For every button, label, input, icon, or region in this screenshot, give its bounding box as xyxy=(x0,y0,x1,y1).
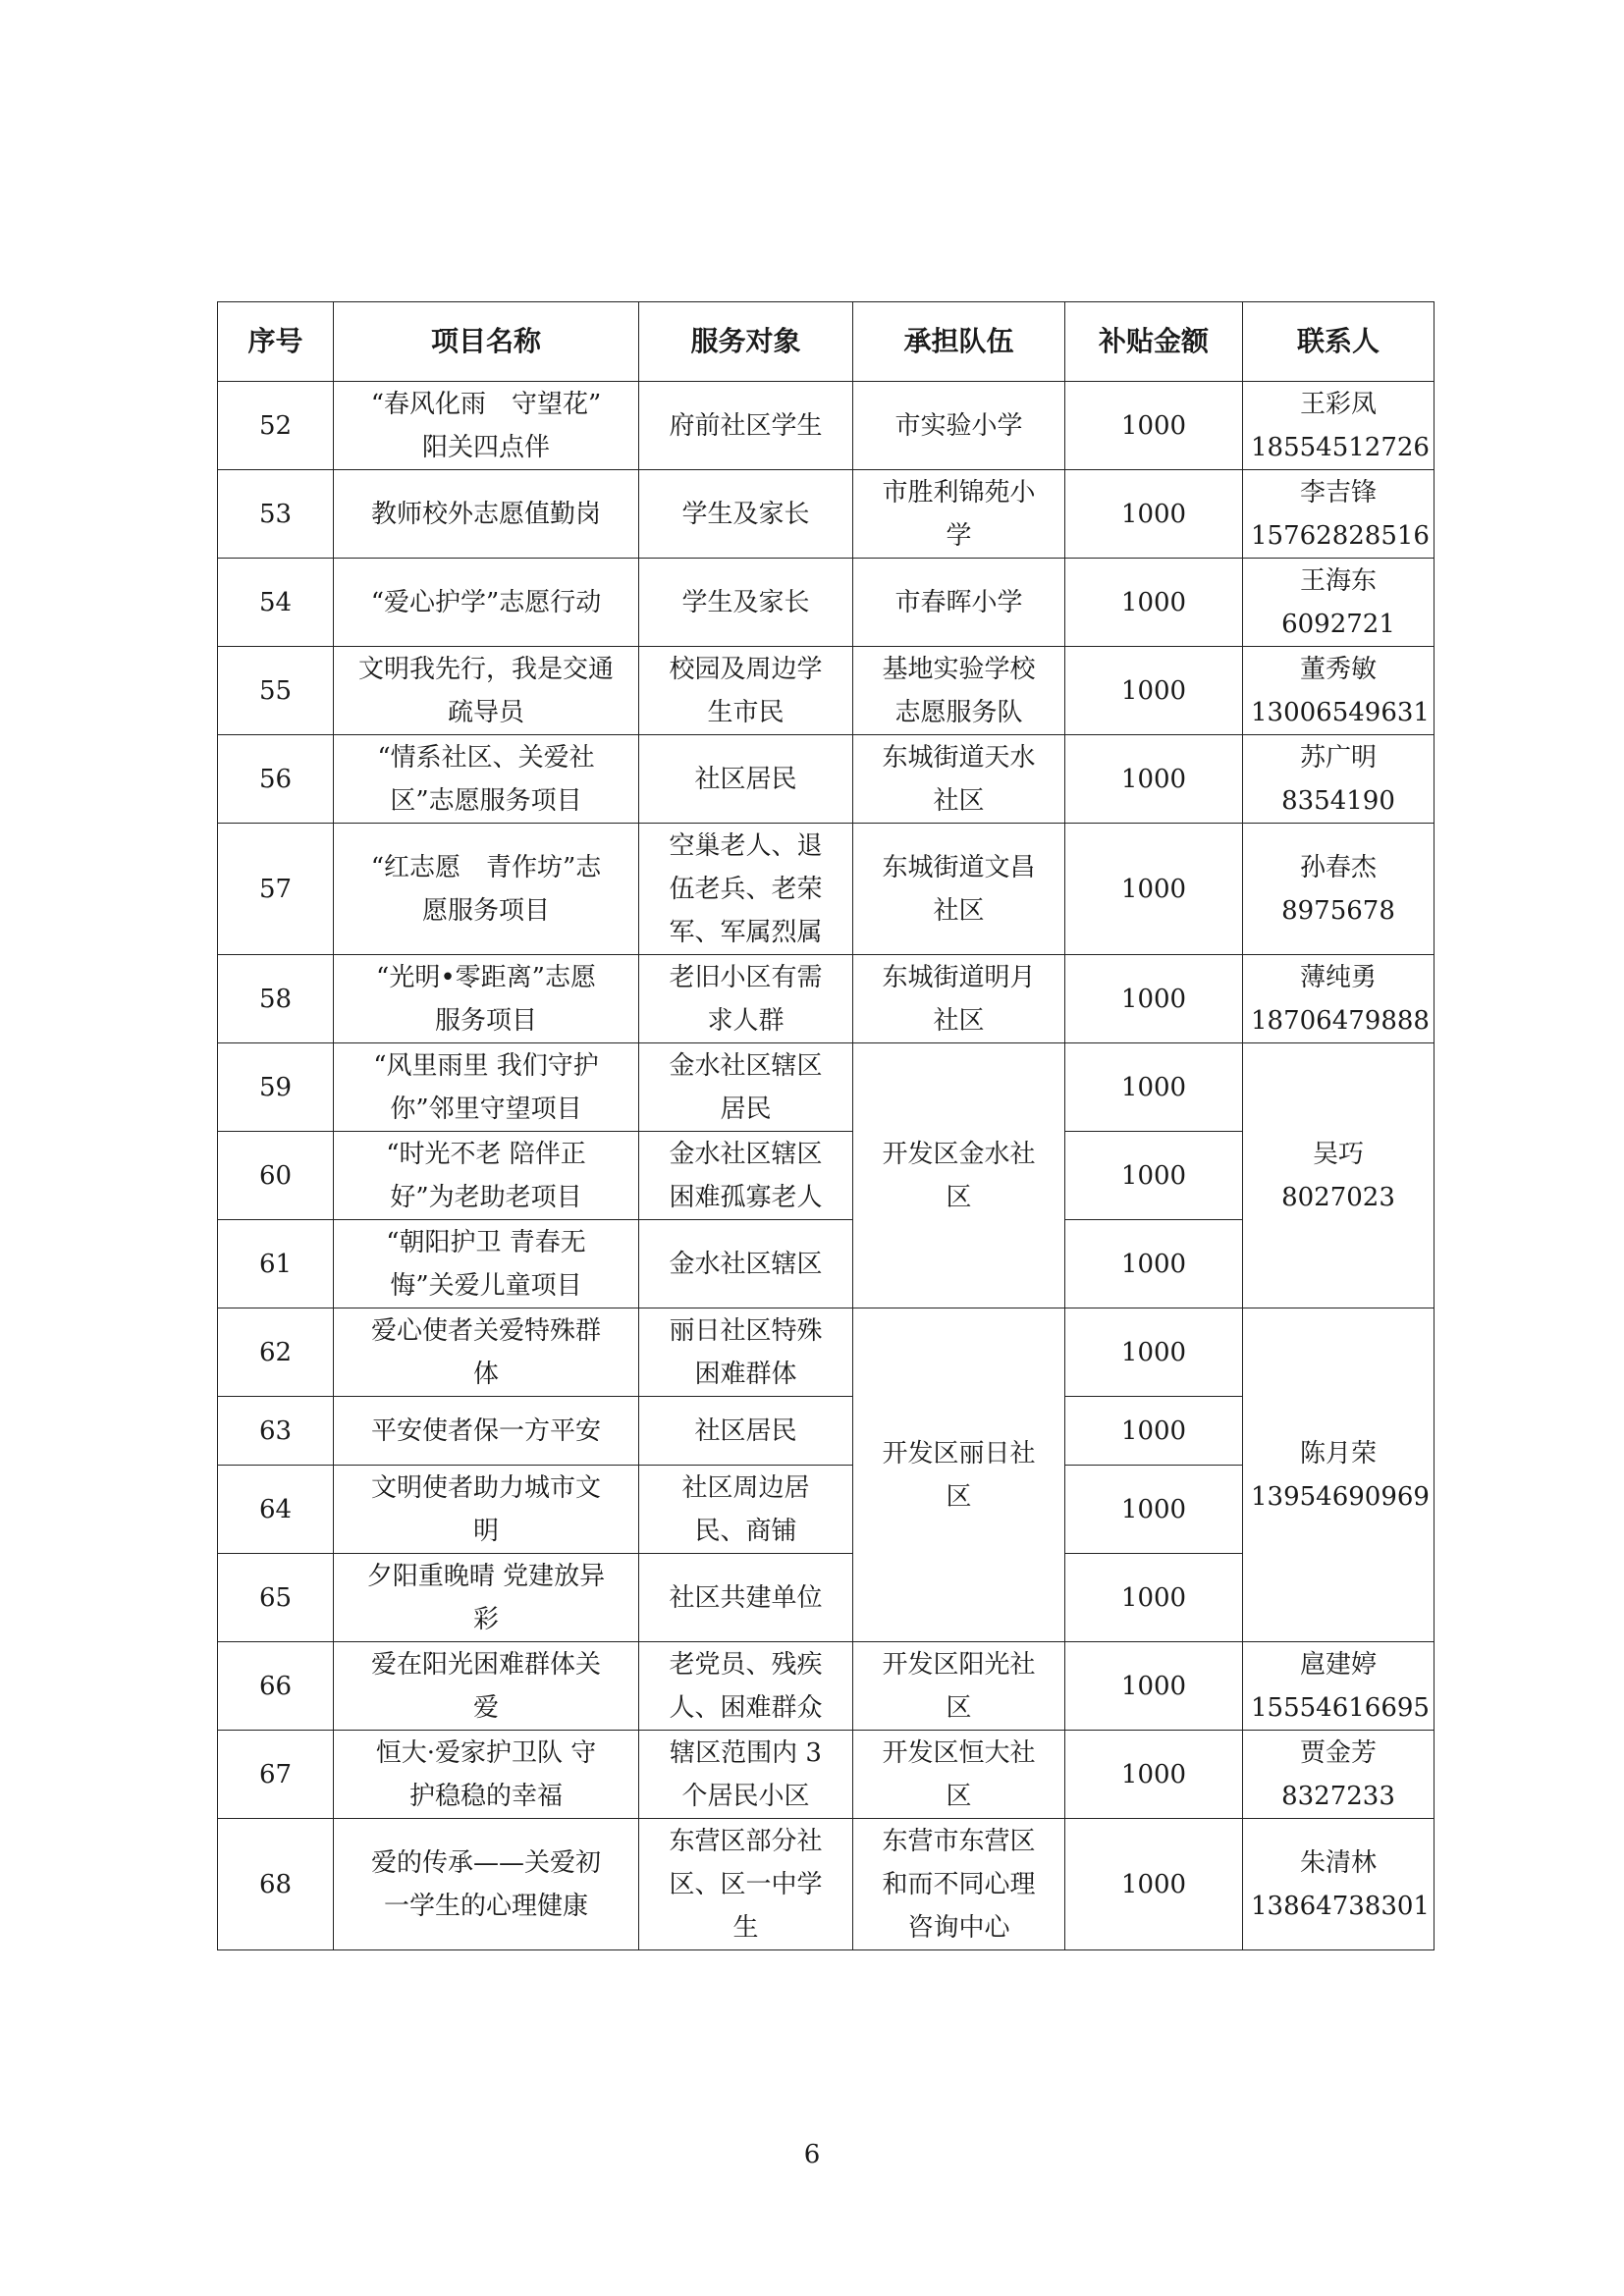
subsidy-amount: 1000 xyxy=(1065,1132,1243,1220)
service-target xyxy=(639,470,853,559)
contact xyxy=(1243,470,1435,559)
contact xyxy=(1243,647,1435,735)
project-name-line: 悔”关爱儿童项目 xyxy=(390,1270,582,1301)
table-row xyxy=(218,382,1435,470)
subsidy-amount: 1000 xyxy=(1065,1731,1243,1819)
service-target-line: 府前社区学生 xyxy=(669,410,823,441)
project-name xyxy=(334,470,639,559)
subsidy-amount: 1000 xyxy=(1065,559,1243,647)
service-target-line: 军、军属烈属 xyxy=(669,917,823,947)
table-row xyxy=(218,559,1435,647)
contact xyxy=(1243,735,1435,824)
service-target-line: 困难孤寡老人 xyxy=(669,1182,823,1212)
contact-line: 陈月荣 xyxy=(1299,1438,1377,1468)
project-name-line: 爱在阳光困难群体关 xyxy=(370,1649,601,1680)
team-line: 社区 xyxy=(933,785,985,816)
team xyxy=(853,1819,1065,1950)
subsidy-amount: 1000 xyxy=(1065,1397,1243,1466)
project-name xyxy=(334,735,639,824)
row-number: 57 xyxy=(218,824,334,955)
service-target-line: 困难群体 xyxy=(694,1359,797,1389)
project-name xyxy=(334,1731,639,1819)
team-line: 学 xyxy=(946,520,972,551)
team-merged xyxy=(853,1308,1065,1642)
row-number: 60 xyxy=(218,1132,334,1220)
row-number: 53 xyxy=(218,470,334,559)
team xyxy=(853,1731,1065,1819)
service-target-line: 空巢老人、退 xyxy=(669,830,823,861)
table-row xyxy=(218,824,1435,955)
contact-line: 15554616695 xyxy=(1251,1692,1430,1723)
subsidy-amount: 1000 xyxy=(1065,1554,1243,1642)
team-line: 开发区丽日社 xyxy=(882,1438,1036,1468)
contact-line: 贾金芳 xyxy=(1299,1737,1377,1768)
service-target xyxy=(639,1731,853,1819)
contact xyxy=(1243,1642,1435,1731)
project-name xyxy=(334,1132,639,1220)
team-line: 和而不同心理 xyxy=(882,1869,1036,1899)
team-line: 咨询中心 xyxy=(907,1912,1010,1943)
project-name-line: “红志愿 青作坊”志 xyxy=(370,852,602,882)
service-target-line: 社区居民 xyxy=(694,764,797,794)
contact-line: 13954690969 xyxy=(1251,1481,1430,1512)
row-number: 54 xyxy=(218,559,334,647)
subsidy-amount: 1000 xyxy=(1065,1466,1243,1554)
team-line: 区 xyxy=(946,1692,972,1723)
table-row xyxy=(218,735,1435,824)
team xyxy=(853,559,1065,647)
contact-line: 18554512726 xyxy=(1251,432,1430,462)
table-row xyxy=(218,1642,1435,1731)
project-name xyxy=(334,382,639,470)
team xyxy=(853,382,1065,470)
contact xyxy=(1243,559,1435,647)
service-target-line: 金水社区辖区 xyxy=(669,1050,823,1081)
service-target-line: 社区共建单位 xyxy=(669,1582,823,1613)
project-name xyxy=(334,1043,639,1132)
header-amount: 补贴金额 xyxy=(1065,302,1243,382)
project-name-line: “朝阳护卫 青春无 xyxy=(386,1227,586,1257)
row-number: 59 xyxy=(218,1043,334,1132)
project-name-line: “时光不老 陪伴正 xyxy=(386,1139,586,1169)
service-target-line: 辖区范围内 3 xyxy=(670,1737,822,1768)
subsidy-amount: 1000 xyxy=(1065,1642,1243,1731)
service-target-line: 老旧小区有需 xyxy=(669,962,823,992)
team-line: 市春晖小学 xyxy=(894,587,1023,617)
row-number: 52 xyxy=(218,382,334,470)
service-target-line: 金水社区辖区 xyxy=(669,1139,823,1169)
service-target-line: 社区居民 xyxy=(694,1415,797,1446)
project-name-line: 疏导员 xyxy=(447,697,524,727)
service-target-line: 东营区部分社 xyxy=(669,1826,823,1856)
contact-merged xyxy=(1243,1308,1435,1642)
contact-line: 李吉锋 xyxy=(1299,477,1377,507)
project-name-line: 护稳稳的幸福 xyxy=(408,1781,563,1811)
project-name-line: 爱的传承——关爱初 xyxy=(370,1847,601,1878)
row-number: 64 xyxy=(218,1466,334,1554)
row-number: 63 xyxy=(218,1397,334,1466)
subsidy-amount: 1000 xyxy=(1065,382,1243,470)
contact-line: 苏广明 xyxy=(1299,742,1377,773)
row-number: 67 xyxy=(218,1731,334,1819)
project-name xyxy=(334,1220,639,1308)
contact-line: 8354190 xyxy=(1281,785,1395,816)
team-line: 基地实验学校 xyxy=(882,654,1036,684)
table-body xyxy=(218,382,1435,1950)
project-name-line: 平安使者保一方平安 xyxy=(370,1415,601,1446)
project-name-line: 阳关四点伴 xyxy=(421,432,550,462)
team xyxy=(853,470,1065,559)
table-row xyxy=(218,1731,1435,1819)
contact-line: 13006549631 xyxy=(1251,697,1430,727)
service-target xyxy=(639,1819,853,1950)
team-line: 东城街道天水 xyxy=(882,742,1036,773)
contact-line: 薄纯勇 xyxy=(1299,962,1377,992)
service-target xyxy=(639,1043,853,1132)
team-line: 开发区恒大社 xyxy=(882,1737,1036,1768)
header-name: 项目名称 xyxy=(334,302,639,382)
service-target xyxy=(639,1554,853,1642)
contact xyxy=(1243,1731,1435,1819)
project-name-line: 愿服务项目 xyxy=(421,895,550,926)
team-merged xyxy=(853,1043,1065,1308)
contact xyxy=(1243,382,1435,470)
project-name-line: 区”志愿服务项目 xyxy=(390,785,582,816)
service-target-line: 民、商铺 xyxy=(694,1516,797,1546)
team-line: 开发区金水社 xyxy=(882,1139,1036,1169)
row-number: 65 xyxy=(218,1554,334,1642)
project-name-line: 一学生的心理健康 xyxy=(383,1891,588,1921)
service-target-line: 伍老兵、老荣 xyxy=(669,874,823,904)
project-name-line: 恒大·爱家护卫队 守 xyxy=(375,1737,597,1768)
service-target xyxy=(639,824,853,955)
project-name-line: “光明•零距离”志愿 xyxy=(376,962,596,992)
project-name xyxy=(334,559,639,647)
team xyxy=(853,647,1065,735)
service-target-line: 生市民 xyxy=(707,697,785,727)
team-line: 区 xyxy=(946,1481,972,1512)
project-name-line: 教师校外志愿值勤岗 xyxy=(370,499,601,529)
service-target xyxy=(639,647,853,735)
contact-line: 8327233 xyxy=(1281,1781,1395,1811)
contact-line: 18706479888 xyxy=(1251,1005,1430,1036)
page-number: 6 xyxy=(803,2140,821,2169)
row-number: 68 xyxy=(218,1819,334,1950)
table-row xyxy=(218,1819,1435,1950)
project-name xyxy=(334,1819,639,1950)
subsidy-amount: 1000 xyxy=(1065,735,1243,824)
project-name xyxy=(334,824,639,955)
team-line: 社区 xyxy=(933,1005,985,1036)
team-line: 社区 xyxy=(933,895,985,926)
service-target xyxy=(639,382,853,470)
service-target-line: 老党员、残疾 xyxy=(669,1649,823,1680)
team xyxy=(853,824,1065,955)
project-name xyxy=(334,1466,639,1554)
team-line: 区 xyxy=(946,1182,972,1212)
contact-line: 王彩凤 xyxy=(1299,389,1377,419)
project-name-line: 文明我先行，我是交通 xyxy=(357,654,614,684)
contact-line: 8027023 xyxy=(1281,1182,1395,1212)
project-name xyxy=(334,1308,639,1397)
project-name-line: “风里雨里 我们守护 xyxy=(373,1050,599,1081)
team xyxy=(853,955,1065,1043)
service-target-line: 金水社区辖区 xyxy=(669,1249,823,1279)
table-row xyxy=(218,647,1435,735)
subsidy-amount: 1000 xyxy=(1065,647,1243,735)
service-target xyxy=(639,735,853,824)
service-target-line: 求人群 xyxy=(707,1005,785,1036)
service-target xyxy=(639,1132,853,1220)
service-target-line: 人、困难群众 xyxy=(669,1692,823,1723)
project-name-line: “爱心护学”志愿行动 xyxy=(370,587,602,617)
contact-line: 8975678 xyxy=(1281,895,1395,926)
team-line: 市实验小学 xyxy=(894,410,1023,441)
table-row xyxy=(218,1043,1435,1132)
service-target-line: 学生及家长 xyxy=(681,499,810,529)
contact-line: 孙春杰 xyxy=(1299,852,1377,882)
header-contact: 联系人 xyxy=(1243,302,1435,382)
table-header-row xyxy=(218,302,1435,382)
team-line: 东城街道文昌 xyxy=(882,852,1036,882)
project-name xyxy=(334,955,639,1043)
row-number: 62 xyxy=(218,1308,334,1397)
service-target xyxy=(639,955,853,1043)
project-name xyxy=(334,647,639,735)
project-table xyxy=(217,301,1435,1950)
team-line: 志愿服务队 xyxy=(894,697,1023,727)
row-number: 66 xyxy=(218,1642,334,1731)
project-name-line: 服务项目 xyxy=(434,1005,537,1036)
subsidy-amount: 1000 xyxy=(1065,1220,1243,1308)
project-name-line: 爱 xyxy=(472,1692,499,1723)
project-name-line: “情系社区、关爱社 xyxy=(377,742,595,773)
team-line: 开发区阳光社 xyxy=(882,1649,1036,1680)
header-no: 序号 xyxy=(218,302,334,382)
contact xyxy=(1243,1819,1435,1950)
contact-line: 朱清林 xyxy=(1299,1847,1377,1878)
table-row xyxy=(218,470,1435,559)
contact-line: 吴巧 xyxy=(1312,1139,1364,1169)
contact-merged xyxy=(1243,1043,1435,1308)
project-name-line: 文明使者助力城市文 xyxy=(370,1472,601,1503)
team-line: 市胜利锦苑小 xyxy=(882,477,1036,507)
subsidy-amount: 1000 xyxy=(1065,470,1243,559)
contact-line: 15762828516 xyxy=(1251,520,1430,551)
team xyxy=(853,1642,1065,1731)
service-target xyxy=(639,1466,853,1554)
service-target xyxy=(639,1308,853,1397)
row-number: 56 xyxy=(218,735,334,824)
service-target-line: 丽日社区特殊 xyxy=(669,1315,823,1346)
project-name-line: 好”为老助老项目 xyxy=(390,1182,582,1212)
project-name-line: 体 xyxy=(472,1359,499,1389)
subsidy-amount: 1000 xyxy=(1065,955,1243,1043)
service-target-line: 居民 xyxy=(720,1094,772,1124)
subsidy-amount: 1000 xyxy=(1065,1043,1243,1132)
project-name xyxy=(334,1642,639,1731)
subsidy-amount: 1000 xyxy=(1065,1308,1243,1397)
service-target-line: 社区周边居 xyxy=(681,1472,810,1503)
project-name-line: 爱心使者关爱特殊群 xyxy=(370,1315,601,1346)
team xyxy=(853,735,1065,824)
row-number: 55 xyxy=(218,647,334,735)
table-row xyxy=(218,955,1435,1043)
service-target xyxy=(639,559,853,647)
table-row xyxy=(218,1308,1435,1397)
subsidy-amount: 1000 xyxy=(1065,1819,1243,1950)
project-name-line: “春风化雨 守望花” xyxy=(370,389,602,419)
row-number: 58 xyxy=(218,955,334,1043)
service-target-line: 区、区一中学 xyxy=(669,1869,823,1899)
service-target xyxy=(639,1642,853,1731)
service-target-line: 校园及周边学 xyxy=(669,654,823,684)
project-name-line: 夕阳重晚晴 党建放异 xyxy=(366,1561,606,1591)
contact xyxy=(1243,955,1435,1043)
contact-line: 6092721 xyxy=(1281,609,1395,639)
header-team: 承担队伍 xyxy=(853,302,1065,382)
team-line: 区 xyxy=(946,1781,972,1811)
contact-line: 董秀敏 xyxy=(1299,654,1377,684)
service-target-line: 生 xyxy=(732,1912,759,1943)
team-line: 东城街道明月 xyxy=(882,962,1036,992)
project-name xyxy=(334,1554,639,1642)
contact-line: 13864738301 xyxy=(1251,1891,1430,1921)
service-target xyxy=(639,1220,853,1308)
project-name-line: 彩 xyxy=(472,1604,499,1634)
header-target: 服务对象 xyxy=(639,302,853,382)
contact-line: 扈建婷 xyxy=(1299,1649,1377,1680)
subsidy-amount: 1000 xyxy=(1065,824,1243,955)
service-target xyxy=(639,1397,853,1466)
row-number: 61 xyxy=(218,1220,334,1308)
project-name-line: 明 xyxy=(472,1516,499,1546)
team-line: 东营市东营区 xyxy=(882,1826,1036,1856)
contact-line: 王海东 xyxy=(1299,565,1377,596)
project-name-line: 你”邻里守望项目 xyxy=(390,1094,582,1124)
project-name xyxy=(334,1397,639,1466)
contact xyxy=(1243,824,1435,955)
service-target-line: 学生及家长 xyxy=(681,587,810,617)
service-target-line: 个居民小区 xyxy=(681,1781,810,1811)
